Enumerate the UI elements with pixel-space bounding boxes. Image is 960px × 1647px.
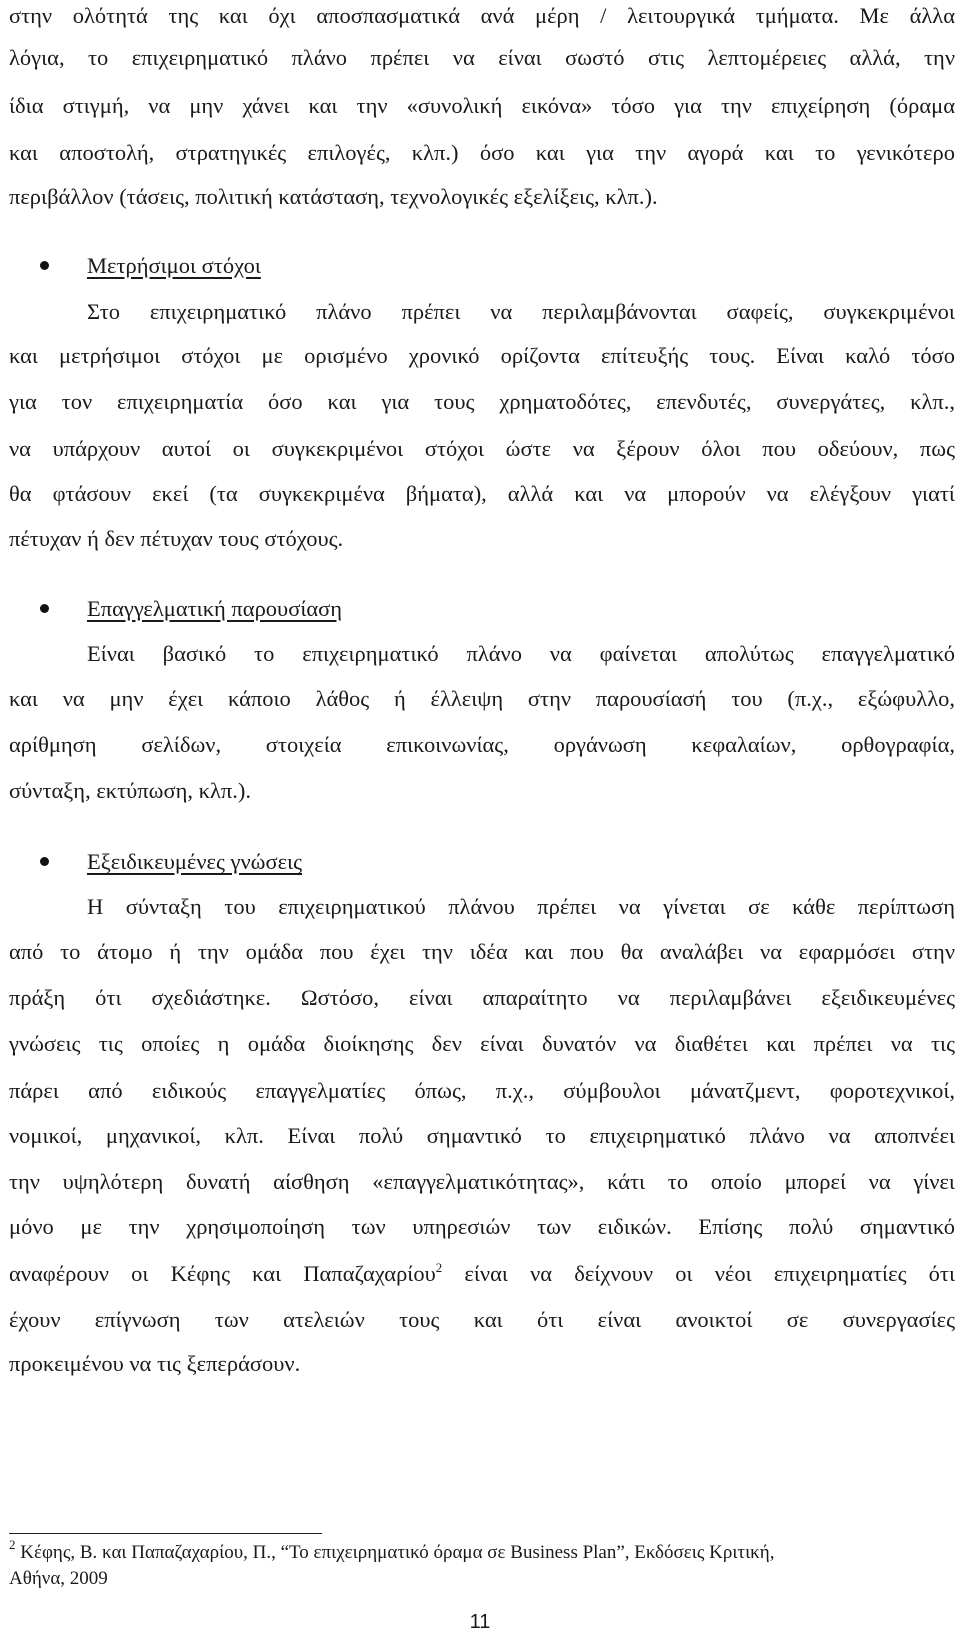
footnote-citation: Κέφης, Β. και Παπαζαχαρίου, Π., “Το επιχειρηματικό όραμα σε Business Plan”, Εκδόσεις Κριτική, (15, 1542, 775, 1563)
section-heading: Μετρήσιμοι στόχοι (87, 253, 261, 278)
paragraph-line: γνώσεις τις οποίες η ομάδα διοίκησης δεν είναι δυνατόν να διαθέτει και πρέπει να τις (9, 1031, 955, 1056)
section-heading: Εξειδικευμένες γνώσεις (87, 849, 302, 874)
paragraph-line: από το άτομο ή την ομάδα που έχει την ιδέα και που θα αναλάβει να εφαρμόσει στην (9, 939, 955, 964)
paragraph-line: έχουν επίγνωση των ατελειών τους και ότι είναι ανοικτοί σε συνεργασίες (9, 1307, 955, 1332)
paragraph-line: προκειμένου να τις ξεπεράσουν. (9, 1351, 301, 1376)
bullet-icon (40, 857, 49, 866)
reference-text-before: αναφέρουν οι Κέφης και Παπαζαχαρίου (9, 1261, 436, 1286)
footnote-text-continued: Αθήνα, 2009 (9, 1568, 108, 1589)
paragraph-line: περιβάλλον (τάσεις, πολιτική κατάσταση, τεχνολογικές εξελίξεις, κλπ.). (9, 184, 658, 209)
reference-text-after: είναι να δείχνουν οι νέοι επιχειρηματίες ότι (442, 1261, 955, 1286)
paragraph-line: Η σύνταξη του επιχειρηματικού πλάνου πρέπει να γίνεται σε κάθε περίπτωση (87, 894, 955, 919)
paragraph-line: μόνο με την χρησιμοποίηση των υπηρεσιών των ειδικών. Επίσης πολύ σημαντικό (9, 1214, 955, 1239)
footnote-mark: 2 (9, 1537, 16, 1552)
paragraph-line: νομικοί, μηχανικοί, κλπ. Είναι πολύ σημαντικό το επιχειρηματικό πλάνο να αποπνέει (9, 1123, 955, 1148)
footnote-reference[interactable]: 2 (435, 1260, 443, 1275)
paragraph-line: για τον επιχειρηματία όσο και για τους χρηματοδότες, επενδυτές, συνεργάτες, κλπ., (9, 389, 955, 414)
paragraph-line: και μετρήσιμοι στόχοι με ορισμένο χρονικό ορίζοντα επίτευξής τους. Είναι καλό τόσο (9, 343, 955, 368)
paragraph-line: να υπάρχουν αυτοί οι συγκεκριμένοι στόχοι ώστε να ξέρουν όλοι που οδεύουν, πως (9, 436, 955, 461)
bullet-icon (40, 261, 49, 270)
bullet-icon (40, 604, 49, 613)
paragraph-line: αρίθμηση σελίδων, στοιχεία επικοινωνίας, οργάνωση κεφαλαίων, ορθογραφία, (9, 732, 955, 757)
paragraph-line: την υψηλότερη δυνατή αίσθηση «επαγγελματικότητας», κάτι το οποίο μπορεί να γίνει (9, 1169, 955, 1194)
paragraph-line: θα φτάσουν εκεί (τα συγκεκριμένα βήματα), αλλά και να μπορούν να ελέγξουν γιατί (9, 481, 955, 506)
paragraph-line-with-reference (9, 1260, 955, 1291)
paragraph-line: λόγια, το επιχειρηματικό πλάνο πρέπει να είναι σωστό στις λεπτομέρειες αλλά, την (9, 45, 955, 70)
paragraph-line: στην ολότητά της και όχι αποσπασματικά ανά μέρη / λειτουργικά τμήματα. Με άλλα (9, 3, 955, 28)
paragraph-line: και αποστολή, στρατηγικές επιλογές, κλπ.) όσο και για την αγορά και το γενικότερο (9, 140, 955, 165)
paragraph-line: πέτυχαν ή δεν πέτυχαν τους στόχους. (9, 526, 344, 551)
section-heading: Επαγγελματική παρουσίαση (87, 596, 343, 621)
paragraph-line: ίδια στιγμή, να μην χάνει και την «συνολική εικόνα» τόσο για την επιχείρηση (όραμα (9, 93, 955, 118)
paragraph-line: και να μην έχει κάποιο λάθος ή έλλειψη στην παρουσίασή του (π.χ., εξώφυλλο, (9, 686, 955, 711)
page-number: 11 (469, 1611, 491, 1633)
paragraph-line: Είναι βασικό το επιχειρηματικό πλάνο να φαίνεται απολύτως επαγγελματικό (87, 641, 955, 666)
footnote-separator (9, 1533, 322, 1534)
paragraph-line: πάρει από ειδικούς επαγγελματίες όπως, π.χ., σύμβουλοι μάνατζμεντ, φοροτεχνικοί, (9, 1078, 955, 1103)
footnote-text (9, 1537, 775, 1566)
paragraph-line: Στο επιχειρηματικό πλάνο πρέπει να περιλαμβάνονται σαφείς, συγκεκριμένοι (87, 299, 955, 324)
paragraph-line: πράξη ότι σχεδιάστηκε. Ωστόσο, είναι απαραίτητο να περιλαμβάνει εξειδικευμένες (9, 985, 955, 1010)
paragraph-line: σύνταξη, εκτύπωση, κλπ.). (9, 778, 251, 803)
